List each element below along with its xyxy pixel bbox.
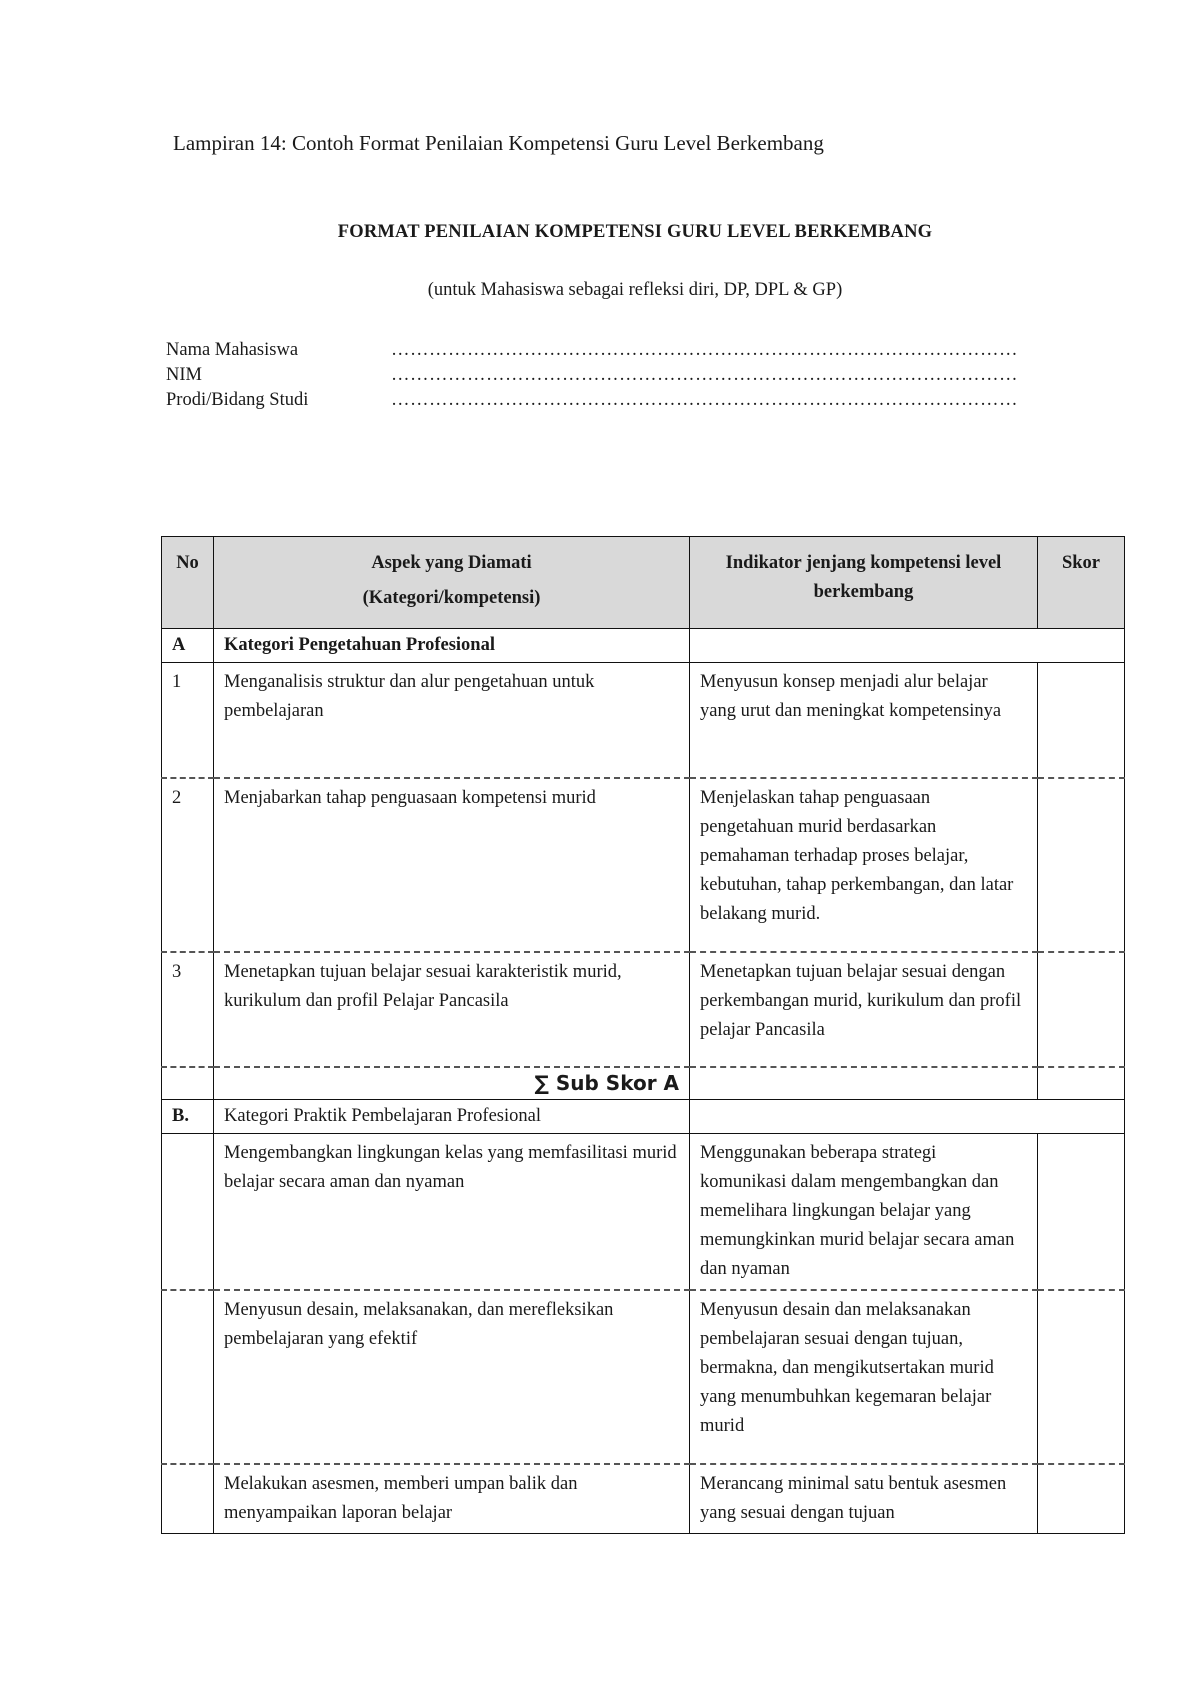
row-number: [162, 1464, 214, 1534]
score-cell[interactable]: [1038, 1290, 1125, 1464]
sub-score-a-value[interactable]: [1038, 1067, 1125, 1100]
sub-score-blank: [162, 1067, 214, 1100]
row-number: 3: [162, 952, 214, 1067]
category-a-blank: [690, 629, 1125, 663]
row-indicator: Menggunakan beberapa strategi komunikasi dalam mengembangkan dan memelihara lingkungan belajar yang memungkinkan murid belajar secara aman dan nyaman: [690, 1133, 1038, 1290]
row-indicator: Menjelaskan tahap penguasaan pengetahuan murid berdasarkan pemahaman terhadap proses belajar, kebutuhan, tahap perkembangan, dan latar belakang murid.: [690, 778, 1038, 952]
header-aspect-line2: (Kategori/kompetensi): [362, 588, 541, 608]
nim-fill-line: ………………………………………………………………………………………: [391, 365, 1018, 385]
row-number: [162, 1290, 214, 1464]
header-score: Skor: [1038, 537, 1125, 629]
table-row: [162, 663, 1125, 778]
row-aspect: Menyusun desain, melaksanakan, dan merefleksikan pembelajaran yang efektif: [214, 1290, 690, 1464]
category-a-row: [162, 629, 1125, 663]
row-indicator: Menyusun konsep menjadi alur belajar yang urut dan meningkat kompetensinya: [690, 663, 1038, 778]
category-a-label: Kategori Pengetahuan Profesional: [214, 629, 690, 663]
category-b-letter: B.: [162, 1099, 214, 1133]
identity-row-nim: [166, 363, 1106, 388]
row-indicator: Merancang minimal satu bentuk asesmen yang sesuai dengan tujuan: [690, 1464, 1038, 1534]
name-label: Nama Mahasiswa: [166, 340, 299, 360]
name-fill-line: ………………………………………………………………………………………: [391, 340, 1018, 360]
table-row: [162, 1290, 1125, 1464]
row-number: 1: [162, 663, 214, 778]
table-row: [162, 778, 1125, 952]
identity-row-name: [166, 338, 1106, 363]
category-b-label: Kategori Praktik Pembelajaran Profesional: [214, 1099, 690, 1133]
header-indicator: Indikator jenjang kompetensi level berkembang: [690, 537, 1038, 629]
assessment-table: [161, 536, 1125, 1534]
row-number: [162, 1133, 214, 1290]
table-row: [162, 1464, 1125, 1534]
row-aspect: Menganalisis struktur dan alur pengetahuan untuk pembelajaran: [214, 663, 690, 778]
header-aspect: [214, 537, 690, 629]
score-cell[interactable]: [1038, 663, 1125, 778]
row-aspect: Melakukan asesmen, memberi umpan balik dan menyampaikan laporan belajar: [214, 1464, 690, 1534]
score-cell[interactable]: [1038, 1133, 1125, 1290]
nim-label: NIM: [166, 365, 202, 385]
row-number: 2: [162, 778, 214, 952]
row-indicator: Menetapkan tujuan belajar sesuai dengan perkembangan murid, kurikulum dan profil pelajar Pancasila: [690, 952, 1038, 1067]
score-cell[interactable]: [1038, 1464, 1125, 1534]
identity-block: [166, 338, 1106, 413]
table-row: [162, 1133, 1125, 1290]
row-indicator: Menyusun desain dan melaksanakan pembelajaran sesuai dengan tujuan, bermakna, dan mengikutsertakan murid yang menumbuhkan kegemaran belajar murid: [690, 1290, 1038, 1464]
table-row: [162, 952, 1125, 1067]
sub-score-indicator-blank: [690, 1067, 1038, 1100]
row-aspect: Menjabarkan tahap penguasaan kompetensi murid: [214, 778, 690, 952]
identity-row-prodi: [166, 388, 1106, 413]
category-a-letter: A: [162, 629, 214, 663]
table-header-row: [162, 537, 1125, 629]
prodi-fill-line: ………………………………………………………………………………………: [391, 390, 1018, 410]
sub-score-a-label: ∑ Sub Skor A: [214, 1067, 690, 1100]
sub-score-a-row: [162, 1067, 1125, 1100]
category-b-row: [162, 1099, 1125, 1133]
attachment-title: Lampiran 14: Contoh Format Penilaian Kompetensi Guru Level Berkembang: [173, 131, 824, 155]
row-aspect: Menetapkan tujuan belajar sesuai karakteristik murid, kurikulum dan profil Pelajar Pancasila: [214, 952, 690, 1067]
score-cell[interactable]: [1038, 778, 1125, 952]
category-b-blank: [690, 1099, 1125, 1133]
prodi-label: Prodi/Bidang Studi: [166, 390, 309, 410]
document-subtitle: (untuk Mahasiswa sebagai refleksi diri, DP, DPL & GP): [427, 280, 843, 300]
header-aspect-line1: Aspek yang Diamati: [371, 553, 532, 573]
row-aspect: Mengembangkan lingkungan kelas yang memfasilitasi murid belajar secara aman dan nyaman: [214, 1133, 690, 1290]
document-title: FORMAT PENILAIAN KOMPETENSI GURU LEVEL BERKEMBANG: [337, 222, 933, 242]
header-no: No: [162, 537, 214, 629]
score-cell[interactable]: [1038, 952, 1125, 1067]
